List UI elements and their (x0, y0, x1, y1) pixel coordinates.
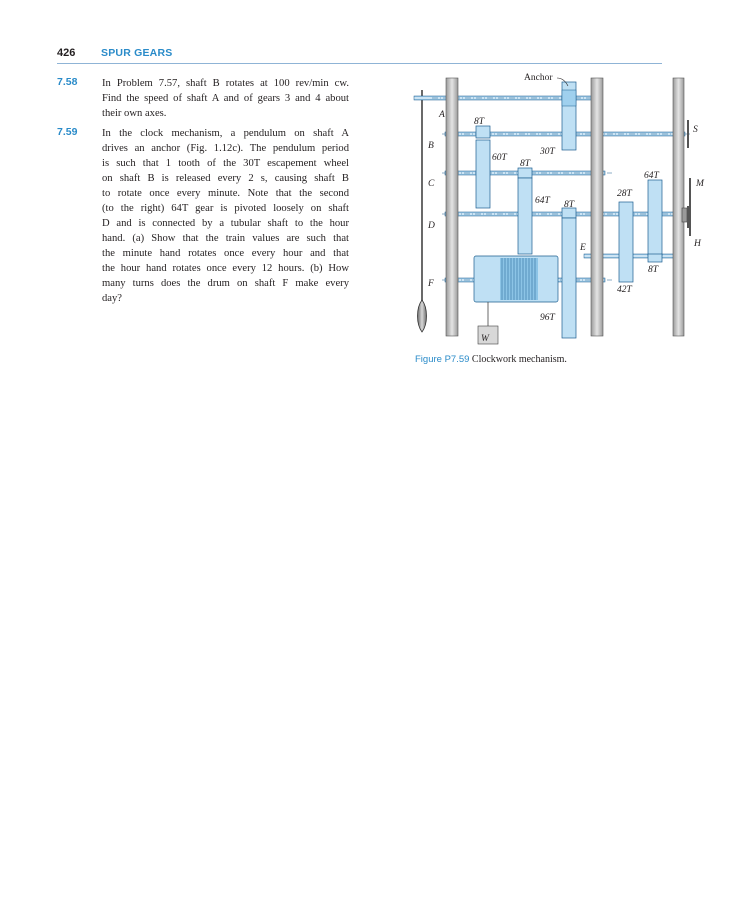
problem-text (102, 76, 349, 121)
problem-line: the hour hand rotates once every 12 hours. (b) How (102, 263, 349, 274)
problem-line: In Problem 7.57, shaft B rotates at 100 rev/min cw. (102, 78, 349, 89)
label-shaft-c: C (428, 179, 435, 189)
pendulum (418, 90, 427, 332)
label-gear-30t: 30T (540, 147, 555, 157)
problem-line: to rotate once every minute. Note that the second (102, 188, 349, 199)
right-plate (673, 78, 684, 336)
page-number: 426 (57, 47, 76, 59)
problem-text (102, 126, 349, 306)
figure-caption (415, 354, 567, 365)
clockwork-figure (412, 68, 712, 358)
problem-number: 7.59 (57, 126, 78, 138)
problem-line: day? (102, 293, 122, 304)
chapter-title: SPUR GEARS (101, 47, 173, 59)
problem-line: In the clock mechanism, a pendulum on shaft A (102, 128, 349, 139)
label-gear-60t: 60T (492, 153, 507, 163)
label-gear-8t-top: 8T (474, 117, 485, 127)
label-shaft-d: D (428, 221, 435, 231)
label-gear-64t-right: 64T (644, 171, 659, 181)
problem-line: (to the right) 64T gear is pivoted loosely on shaft (102, 203, 349, 214)
label-shaft-s: S (693, 125, 698, 135)
gear-8t-c (518, 168, 532, 178)
problem-line: drives an anchor (Fig. 1.12c). The pendulum period (102, 143, 349, 154)
problem-number: 7.58 (57, 76, 78, 88)
label-gear-8t-c: 8T (520, 159, 531, 169)
caption-label: Figure P7.59 (415, 354, 470, 365)
label-gear-8t-d: 8T (564, 200, 575, 210)
gear-96t (562, 218, 576, 338)
caption-text: Clockwork mechanism. (469, 354, 567, 365)
problem-line: many turns does the drum on shaft F make every (102, 278, 349, 289)
label-gear-28t: 28T (617, 189, 632, 199)
label-shaft-a: A (439, 110, 445, 120)
problem-line: the minute hand rotates once every hour and that (102, 248, 349, 259)
problem-line: D and is connected by a tubular shaft to the hour (102, 218, 349, 229)
label-shaft-m: M (696, 179, 704, 189)
clockwork-diagram (412, 68, 712, 358)
label-gear-8t-e: 8T (648, 265, 659, 275)
gear-28t (619, 202, 633, 282)
drum (474, 256, 558, 344)
label-gear-96t: 96T (540, 313, 555, 323)
problem-line: their own axes. (102, 108, 167, 119)
hub (682, 208, 687, 222)
problem-line: Find the speed of shaft A and of gears 3 and 4 about (102, 93, 349, 104)
drum-winding (500, 258, 538, 300)
gear-64t-right (648, 180, 662, 256)
label-weight: W (481, 334, 489, 344)
gear-60t (476, 140, 490, 208)
gear-8t-e (648, 254, 662, 262)
gear-8t-top (476, 126, 490, 138)
label-shaft-b: B (428, 141, 434, 151)
middle-plate (591, 78, 603, 336)
label-shaft-f: F (428, 279, 434, 289)
page-header (57, 45, 662, 64)
problem-line: is such that 1 tooth of the 30T escapement wheel (102, 158, 349, 169)
problem-line: on shaft B is released every 2 s, causing shaft B (102, 173, 349, 184)
label-gear-42t: 42T (617, 285, 632, 295)
label-gear-64t-left: 64T (535, 196, 550, 206)
left-plate (446, 78, 458, 336)
label-anchor: Anchor (524, 73, 553, 83)
label-shaft-e: E (580, 243, 586, 253)
problem-line: hand. (a) Show that the train values are such that (102, 233, 349, 244)
gear-64t-left (518, 178, 532, 254)
label-shaft-h: H (694, 239, 701, 249)
